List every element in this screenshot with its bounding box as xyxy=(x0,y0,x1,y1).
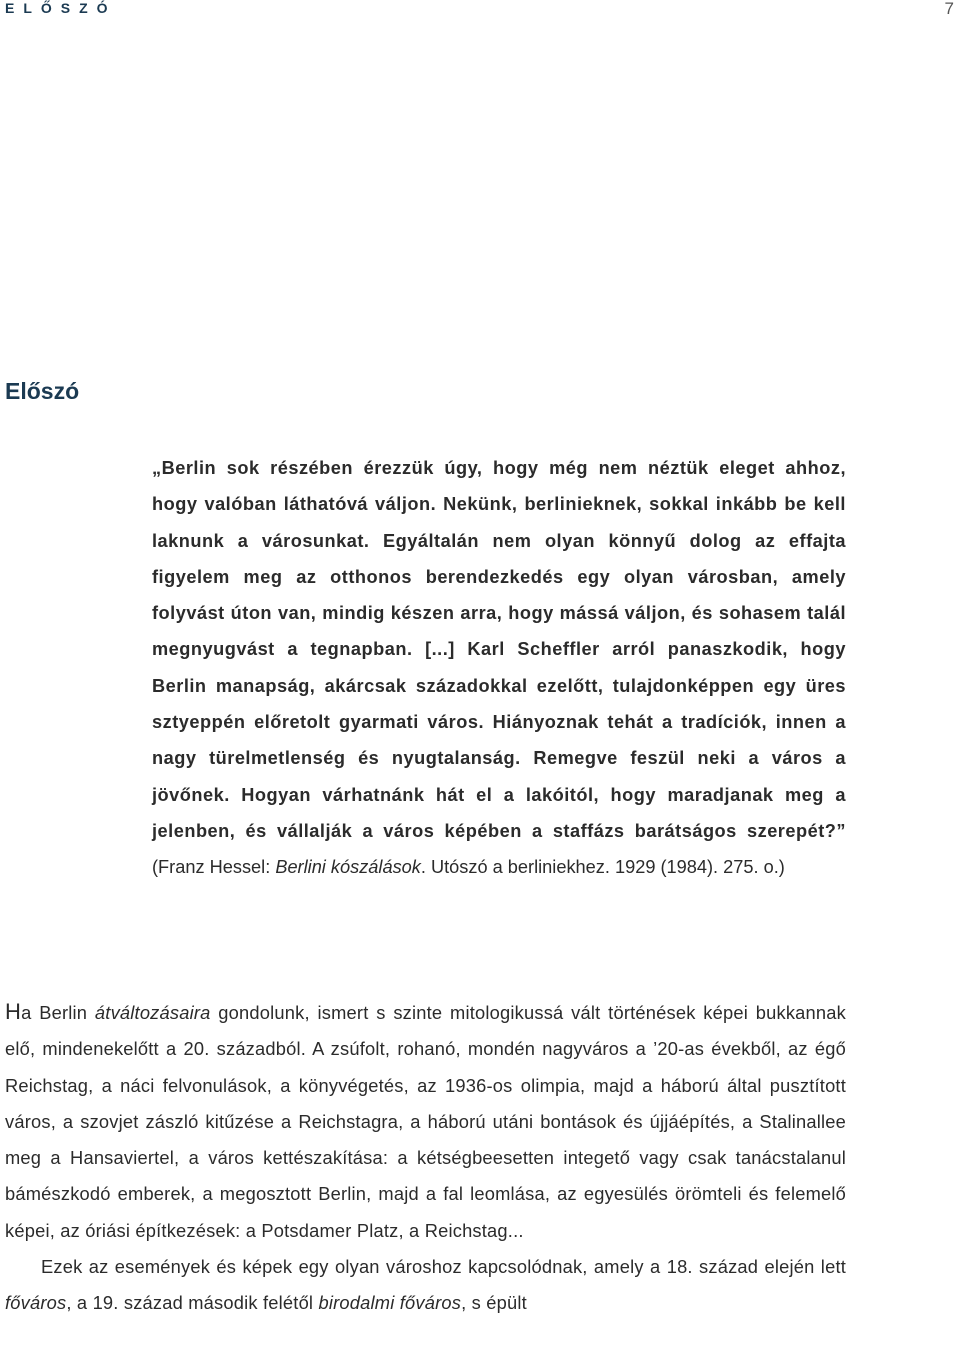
running-head: ELŐSZÓ xyxy=(5,0,117,16)
epigraph-source-title: Berlini kószálások xyxy=(275,857,421,878)
chapter-title: Előszó xyxy=(5,378,80,404)
epigraph-quote: „Berlin sok részében érezzük úgy, hogy még nem néztük eleget ahhoz, hogy valóban láthatóvá váljon. Nekünk, berlinieknek, sokkal inkább be kell laknunk a városunkat. Egyáltalán nem olyan könnyű dolog az effajta figyelem meg az otthonos berendezkedés egy olyan városban, amely folyvást úton van, mindig készen arra, hogy mássá váljon, és sohasem talál megnyugvást a tegnapban. [...] Karl Scheffler arról panaszkodik, hogy Berlin manapság, akárcsak századokkal ezelőtt, tulajdonképpen egy üres sztyeppén előretolt gyarmati város. Hiányoznak tehát a tradíciók, innen a nagy türelmetlenség és nyugtalanság. Remegve feszül neki a város a jövőnek. Hogyan várhatnánk hát el a lakóitól, hogy maradjanak meg a jelenben, és vállalják a város képében a staffázs barátságos szerepét?” xyxy=(152,458,846,841)
epigraph xyxy=(152,450,846,886)
body-text xyxy=(5,994,846,1322)
paragraph-initial: H xyxy=(5,999,22,1024)
paragraph-text: , a 19. század második felétől xyxy=(66,1292,319,1314)
epigraph-source-prefix: (Franz Hessel: xyxy=(152,857,276,878)
body-paragraph-2 xyxy=(5,1249,846,1322)
page-number: 7 xyxy=(944,0,954,18)
emphasis-text: birodalmi főváros xyxy=(318,1292,462,1314)
paragraph-text: a Berlin xyxy=(21,1002,95,1023)
paragraph-text: , s épült xyxy=(461,1292,527,1314)
paragraph-text: Ezek az események és képek egy olyan városhoz kapcsolódnak, amely a 18. század elején lett xyxy=(41,1256,846,1278)
epigraph-source-suffix: . Utószó a berliniekhez. 1929 (1984). 275. o.) xyxy=(420,857,785,878)
emphasis-text: átváltozásaira xyxy=(94,1002,211,1023)
body-paragraph-1 xyxy=(5,994,846,1249)
emphasis-text: főváros xyxy=(5,1292,67,1314)
paragraph-text: gondolunk, ismert s szinte mitologikussá vált történések képei bukkannak elő, mindenekelőtt a 20. századból. A zsúfolt, rohanó, mondén nagyváros a ’20-as évekből, az égő Reichstag, a náci felvonulások, a könyvégetés, az 1936-os olimpia, majd a háború által pusztított város, a szovjet zászló kitűzése a Reichstagra, a háború utáni bontások és újjáépítés, a Stalinallee meg a Hansaviertel, a város kettészakítása: a kétségbeesetten integető vagy csak tanácstalanul bámészkodó emberek, a megosztott Berlin, majd a fal leomlása, az egyesülés örömteli és felemelő képei, az óriási építkezések: a Potsdamer Platz, a Reichstag... xyxy=(5,1002,846,1241)
